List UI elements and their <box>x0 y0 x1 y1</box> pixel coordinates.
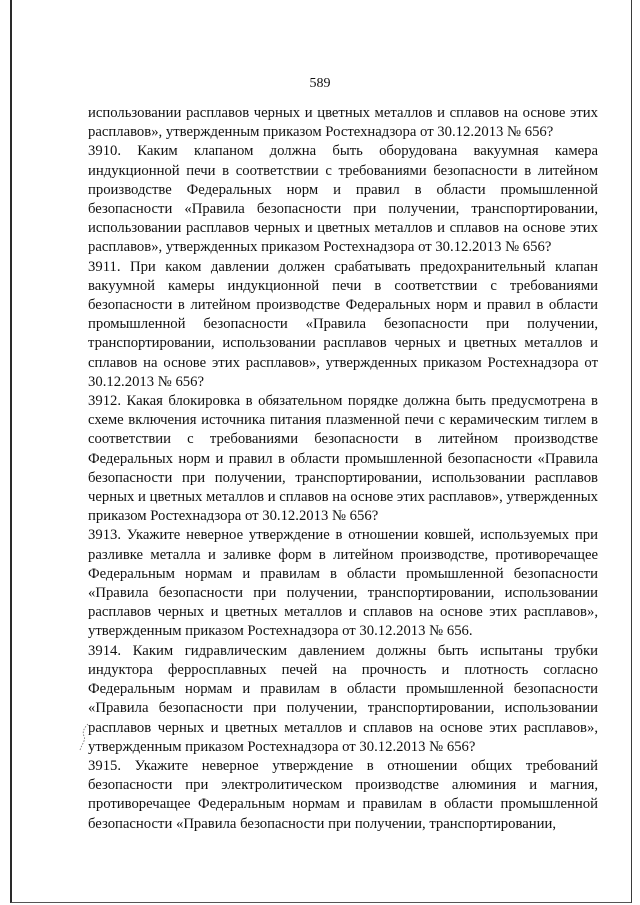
question-3911: 3911. При каком давлении должен срабатывать предохранительный клапан вакуумной камеры индукционной печи в соответствии с требованиями безопасности в литейном производстве Федеральных норм и правил в области промышленной безопасности «Правила безопасности при получении, транспортировании, использовании расплавов черных и цветных металлов и сплавов на основе этих расплавов», утвержденных приказом Ростехнадзора от 30.12.2013 № 656? <box>88 258 598 390</box>
page-number: 589 <box>309 76 331 91</box>
question-3913: 3913. Укажите неверное утверждение в отношении ковшей, используемых при разливке металла и заливке форм в литейном производстве, противоречащее Федеральным нормам и правилам в области промышленной безопасности «Правила безопасности при получении, транспортировании, использовании расплавов черных и цветных металлов и сплавов на основе этих расплавов», утвержденным приказом Ростехнадзора от 30.12.2013 № 656. <box>88 527 598 640</box>
document-body <box>88 104 598 834</box>
question-3910: 3910. Каким клапаном должна быть оборудована вакуумная камера индукционной печи в соответствии с требованиями безопасности в литейном производстве Федеральных норм и правил в области промышленной безопасности «Правила безопасности при получении, транспортировании, использовании расплавов черных и цветных металлов и сплавов на основе этих расплавов», утвержденных приказом Ростехнадзора от 30.12.2013 № 656? <box>88 143 598 256</box>
question-3915: 3915. Укажите неверное утверждение в отношении общих требований безопасности при электролитическом производстве алюминия и магния, противоречащее Федеральным нормам и правилам в области промышленной безопасности «Правила безопасности при получении, транспортировании, <box>88 757 598 832</box>
question-3914: 3914. Каким гидравлическим давлением должны быть испытаны трубки индуктора ферросплавных печей на прочность и плотность согласно Федеральным нормам и правилам в области промышленной безопасности «Правила безопасности при получении, транспортировании, использовании расплавов черных и цветных металлов и сплавов на основе этих расплавов», утвержденным приказом Ростехнадзора от 30.12.2013 № 656? <box>88 642 598 755</box>
question-3912: 3912. Какая блокировка в обязательном порядке должна быть предусмотрена в схеме включения источника питания плазменной печи с керамическим тиглем в соответствии с требованиями безопасности в литейном производстве Федеральных норм и правил в области промышленной безопасности «Правила безопасности при получении, транспортировании, использовании расплавов черных и цветных металлов и сплавов на основе этих расплавов», утвержденных приказом Ростехнадзора от 30.12.2013 № 656? <box>88 393 598 525</box>
paragraph-continuation: использовании расплавов черных и цветных металлов и сплавов на основе этих расплавов», утвержденным приказом Ростехнадзора от 30.12.2013 № 656? <box>88 105 598 141</box>
scan-mark-icon <box>78 722 90 752</box>
